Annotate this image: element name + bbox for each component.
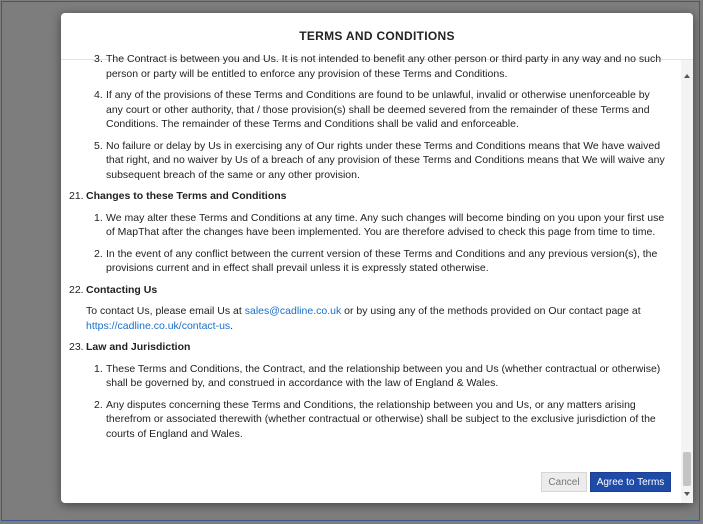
item-text: The Contract is between you and Us. It is not intended to benefit any other person or third party in any way and no such person or party will be entitled to enforce any provision of these Terms and Conditions. <box>106 53 662 80</box>
list-item <box>61 88 681 132</box>
cancel-button[interactable]: Cancel <box>541 472 587 492</box>
section-heading-changes <box>61 189 681 204</box>
item-text: If any of the provisions of these Terms and Conditions are found to be unlawful, invalid or otherwise unenforceable by any court or other authority, that / those provision(s) shall be deemed severed from the remainder of these Terms and Conditions. The remainder of these Terms and Conditions shall be valid and enforceable. <box>106 89 650 130</box>
list-item <box>61 398 681 442</box>
item-number: 1. <box>94 362 103 375</box>
list-item <box>61 362 681 391</box>
item-number: 3. <box>94 53 103 65</box>
vertical-scrollbar[interactable] <box>681 60 693 503</box>
section-heading-law <box>61 340 681 355</box>
item-number: 5. <box>94 139 103 152</box>
terms-scroll-area[interactable] <box>61 53 681 470</box>
section-number: 22. <box>69 283 84 296</box>
contact-page-link[interactable]: https://cadline.co.uk/contact-us <box>86 319 231 332</box>
terms-dialog <box>61 13 693 503</box>
item-text: No failure or delay by Us in exercising any of Our rights under these Terms and Conditions means that We have waived that right, and no waiver by Us of a breach of any provision of these Terms and Conditions means that We will waive any subsequent breach of the same or any other provision. <box>106 139 665 181</box>
item-number: 4. <box>94 89 103 101</box>
item-number: 2. <box>94 247 103 260</box>
item-text: In the event of any conflict between the current version of these Terms and Conditions and any previous version(s), the provisions current and in effect shall prevail unless it is expressly stated otherwise. <box>106 247 658 274</box>
scroll-down-icon[interactable] <box>684 492 690 496</box>
contact-text-start: To contact Us, please email Us at <box>86 305 245 317</box>
section-number: 23. <box>69 341 84 353</box>
list-item <box>61 139 681 183</box>
contact-paragraph <box>61 304 681 333</box>
list-item <box>61 247 681 276</box>
item-text: We may alter these Terms and Conditions at any time. Any such changes will become binding on you upon your first use of MapThat after the changes have been implemented. You are therefore advised to check this page from time to time. <box>106 211 665 238</box>
item-number: 1. <box>94 211 103 224</box>
contact-text-middle: or by using any of the methods provided on Our contact page at <box>341 305 641 317</box>
list-item <box>61 211 681 240</box>
item-text: Any disputes concerning these Terms and Conditions, the relationship between you and Us, or any matters arising therefrom or associated therewith (whether contractual or otherwise) shall be subject to the exclusive jurisdiction of the courts of England and Wales. <box>106 398 656 440</box>
scroll-up-icon[interactable] <box>684 74 690 78</box>
item-text: These Terms and Conditions, the Contract, and the relationship between you and Us (whether contractual or otherwise) shall be governed by, and construed in accordance with the law of England & Wales. <box>106 362 661 389</box>
scrollbar-thumb[interactable] <box>683 452 691 486</box>
section-title: Contacting Us <box>86 283 158 296</box>
agree-to-terms-button[interactable]: Agree to Terms <box>590 472 671 492</box>
section-title: Law and Jurisdiction <box>86 341 191 353</box>
terms-content <box>61 52 681 448</box>
contact-text-end: . <box>230 319 234 332</box>
dialog-title: TERMS AND CONDITIONS <box>299 29 455 43</box>
list-item <box>61 52 681 81</box>
section-number: 21. <box>69 190 84 202</box>
section-title: Changes to these Terms and Conditions <box>86 190 287 202</box>
item-number: 2. <box>94 398 103 411</box>
section-heading-contact <box>61 283 681 298</box>
email-link[interactable]: sales@cadline.co.uk <box>244 305 342 317</box>
